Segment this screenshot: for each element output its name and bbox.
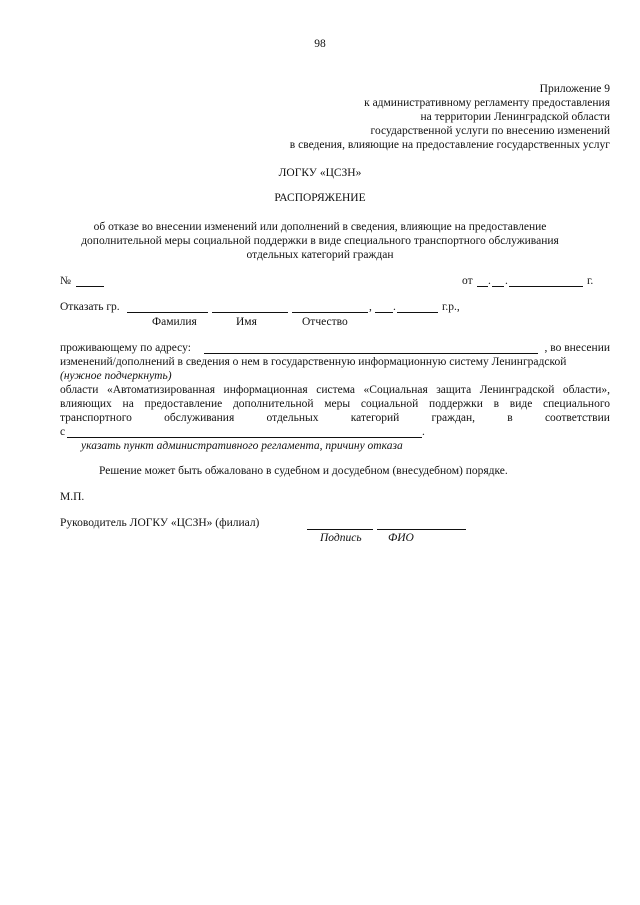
address-prefix: проживающему по адресу:	[60, 342, 191, 354]
hint-underline: (нужное подчеркнуть)	[60, 370, 172, 382]
appendix-line: к административному регламенту предоставления	[364, 97, 610, 109]
birth-sep: ,	[369, 301, 372, 313]
body-line: влияющих на предоставление дополнительной меры социальной поддержки в виде специального	[60, 398, 610, 410]
body-word: обслуживания	[164, 412, 235, 424]
appendix-line: Приложение 9	[539, 83, 610, 95]
reason-blank[interactable]	[67, 437, 422, 438]
body-word: соответствии	[544, 412, 610, 424]
head-label: Руководитель ЛОГКУ «ЦСЗН» (филиал)	[60, 517, 260, 529]
body-line: изменений/дополнений в сведения о нем в государственную информационную систему Ленинградской	[60, 356, 567, 368]
subject-line: дополнительной меры социальной поддержки в виде специального транспортного обслуживания	[81, 235, 559, 247]
date-day-blank[interactable]	[477, 286, 488, 287]
body-line6-prefix: с	[60, 426, 66, 438]
page-number: 98	[314, 38, 326, 50]
patronymic-caption: Отчество	[302, 316, 348, 328]
doc-title: РАСПОРЯЖЕНИЕ	[274, 192, 366, 204]
appeal-text: Решение может быть обжаловано в судебном и досудебном (внесудебном) порядке.	[99, 465, 508, 477]
refuse-label: Отказать гр.	[60, 301, 120, 313]
address-blank[interactable]	[204, 353, 538, 354]
organization: ЛОГКУ «ЦСЗН»	[278, 167, 362, 179]
name-caption: Имя	[236, 316, 257, 328]
birth-sep: .	[393, 301, 396, 313]
name-blank[interactable]	[212, 312, 288, 313]
fio-caption: ФИО	[388, 532, 414, 544]
surname-caption: Фамилия	[152, 316, 197, 328]
appendix-line: на территории Ленинградской области	[420, 111, 610, 123]
birth-suffix: г.р.,	[442, 301, 460, 313]
date-sep: .	[505, 275, 508, 287]
appendix-line: в сведения, влияющие на предоставление государственных услуг	[289, 139, 610, 151]
body-word: отдельных	[266, 412, 319, 424]
number-blank[interactable]	[76, 286, 104, 287]
address-suffix: , во внесении	[544, 342, 610, 354]
appendix-line: государственной услуги по внесению изменений	[370, 125, 610, 137]
body-line6-end: .	[422, 426, 425, 438]
date-sep: .	[488, 275, 491, 287]
body-word: транспортного	[60, 412, 132, 424]
fio-blank[interactable]	[377, 529, 466, 530]
date-year-label: г.	[587, 275, 594, 287]
birth-day-blank[interactable]	[375, 312, 393, 313]
body-word: в	[507, 412, 513, 424]
number-label: №	[60, 275, 71, 287]
birth-year-blank[interactable]	[397, 312, 438, 313]
signature-blank[interactable]	[307, 529, 373, 530]
body-line: области «Автоматизированная информационная система «Социальная защита Ленинградской области»,	[60, 384, 610, 396]
body-line-justified	[60, 411, 610, 425]
surname-blank[interactable]	[127, 312, 208, 313]
date-year-blank[interactable]	[509, 286, 583, 287]
body-word: граждан,	[431, 412, 476, 424]
stamp-label: М.П.	[60, 491, 85, 503]
date-month-blank[interactable]	[492, 286, 504, 287]
body-word: категорий	[350, 412, 400, 424]
signature-caption: Подпись	[320, 532, 362, 544]
date-from-label: от	[462, 275, 473, 287]
subject-line: отдельных категорий граждан	[246, 249, 394, 261]
subject-line: об отказе во внесении изменений или дополнений в сведения, влияющие на предоставление	[93, 221, 547, 233]
hint-reason: указать пункт административного регламента, причину отказа	[81, 440, 403, 452]
patronymic-blank[interactable]	[292, 312, 368, 313]
